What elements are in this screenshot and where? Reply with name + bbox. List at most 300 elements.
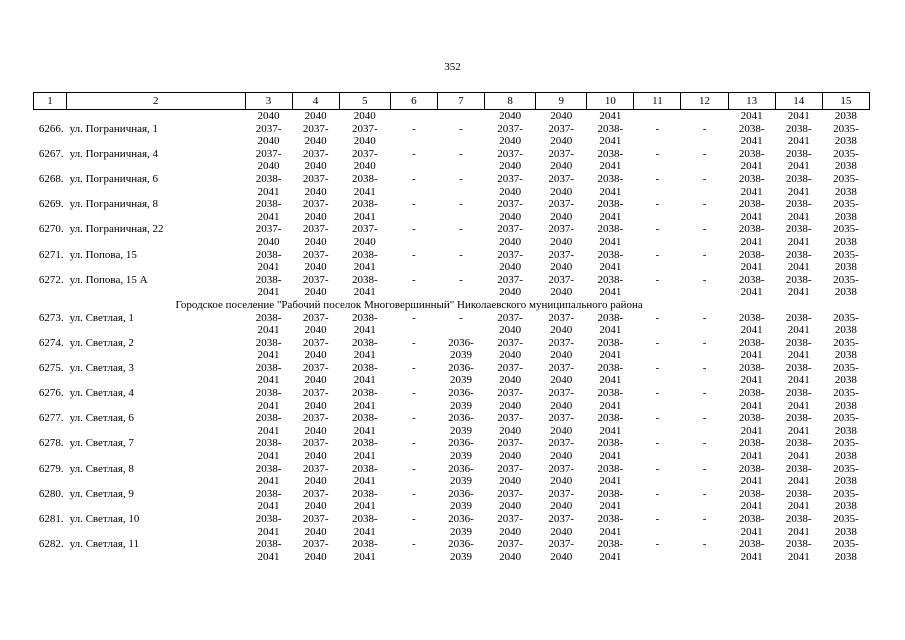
table-cell: 2038 (834, 500, 857, 513)
table-cell: 2037- (302, 122, 329, 135)
table-cell: 2038 (834, 374, 857, 387)
table-cell: 2038- (255, 273, 282, 286)
table-cell: - (702, 462, 707, 475)
table-cell: 2041 (353, 185, 376, 198)
table-cell: 2037- (497, 311, 523, 324)
table-cell (390, 236, 437, 249)
table-row-continuation (34, 526, 870, 539)
address-name: ул. Светлая, 10 (69, 513, 140, 525)
table-cell: - (412, 223, 416, 236)
table-cell: 2038- (785, 437, 812, 450)
table-cell: 2041 (257, 500, 280, 513)
table-cell: 2036- (448, 487, 474, 500)
table-cell: 2041 (353, 324, 376, 337)
continuation-row (34, 110, 870, 123)
table-cell (34, 261, 67, 274)
table-cell: 2038- (255, 248, 282, 261)
table-body (34, 110, 870, 564)
table-cell: 2041 (257, 399, 280, 412)
table-cell: 2041 (599, 210, 622, 223)
table-cell: 2041 (787, 110, 810, 122)
table-cell (390, 324, 437, 337)
table-cell: 2037- (548, 513, 575, 525)
table-cell: 2035- (833, 538, 859, 551)
table-cell: 2035- (833, 361, 859, 374)
table-cell: 2038- (785, 387, 812, 400)
table-cell: - (702, 172, 707, 185)
table-cell (390, 450, 437, 463)
table-cell (34, 349, 67, 362)
table-cell (67, 211, 245, 224)
table-cell: 2035- (833, 122, 859, 135)
table-cell: 2037- (497, 172, 523, 185)
table-cell: 2037- (497, 361, 523, 374)
table-cell (390, 135, 437, 148)
row-number: 6270. (38, 223, 64, 236)
table-cell: 2041 (740, 550, 763, 563)
table-cell: 2038- (738, 223, 765, 236)
table-cell: 2035- (833, 336, 859, 349)
table-cell (634, 186, 681, 199)
address-name: ул. Пограничная, 6 (69, 172, 159, 185)
table-cell: 2041 (353, 500, 376, 513)
table-cell: - (412, 147, 416, 160)
table-cell: - (655, 172, 660, 185)
row-number: 6274. (38, 336, 64, 349)
table-cell: 2041 (257, 210, 280, 223)
table-cell: 2039 (449, 450, 472, 463)
table-cell (634, 160, 681, 173)
table-cell: - (702, 273, 707, 286)
table-cell: 2037- (497, 223, 523, 236)
table-cell: 2041 (599, 399, 622, 412)
table-cell: 2041 (599, 475, 622, 488)
table-cell: 2037- (497, 336, 523, 349)
table-cell: 2038- (351, 387, 378, 400)
table-cell: 2037- (302, 336, 329, 349)
table-cell: 2038 (834, 235, 857, 248)
table-cell: 2037- (548, 273, 575, 286)
table-cell (681, 475, 728, 488)
table-cell: - (702, 538, 707, 551)
table-row-continuation (34, 450, 870, 463)
table-cell (67, 186, 245, 199)
address-name: ул. Светлая, 2 (69, 336, 134, 349)
table-cell: 2041 (599, 286, 622, 299)
table-cell: - (702, 487, 707, 500)
table-cell: 2038 (834, 475, 857, 488)
table-cell: 2041 (787, 235, 810, 248)
table-cell: 2040 (550, 500, 573, 513)
table-cell (67, 400, 245, 413)
table-cell: 2037- (548, 122, 575, 135)
table-cell: 2041 (599, 135, 622, 148)
table-cell: 2041 (599, 110, 622, 122)
table-cell: 2040 (499, 110, 522, 122)
table-cell: - (655, 387, 660, 400)
table-cell: - (702, 122, 707, 135)
section-heading: Городское поселение "Рабочий поселок Многовершинный" Николаевского муниципального района (175, 298, 643, 311)
table-cell: 2041 (740, 110, 763, 122)
table-cell: 2038- (738, 248, 765, 261)
table-cell: 2038- (597, 311, 624, 324)
table-cell: 2041 (787, 185, 810, 198)
table-cell: 2038 (834, 135, 857, 148)
table-cell: 2041 (787, 135, 810, 148)
table-cell: 2036- (448, 437, 474, 450)
table-cell (437, 211, 484, 224)
table-cell (634, 349, 681, 362)
table-cell (67, 286, 245, 299)
table-cell: 2040 (550, 135, 573, 148)
table-cell: 2036- (448, 513, 474, 525)
column-header: 14 (775, 93, 822, 110)
table-cell: 2040 (499, 210, 522, 223)
table-cell: 2040 (499, 500, 522, 513)
table-cell: - (702, 311, 707, 324)
table-cell: 2041 (353, 450, 376, 463)
table-cell (34, 135, 67, 148)
table-row-continuation (34, 374, 870, 387)
address-name: ул. Пограничная, 22 (69, 223, 164, 236)
table-cell: 2038- (738, 122, 765, 135)
table-cell: 2040 (550, 210, 573, 223)
table-cell: 2038- (255, 198, 282, 211)
table-cell: 2041 (787, 160, 810, 173)
address-name: ул. Пограничная, 1 (69, 122, 159, 135)
table-cell: 2038 (834, 185, 857, 198)
table-cell: - (459, 198, 463, 211)
table-cell (67, 500, 245, 513)
table-cell: 2040 (550, 424, 573, 437)
table-cell: - (412, 198, 416, 211)
table-row-continuation (34, 349, 870, 362)
table-cell (34, 526, 67, 539)
table-cell: 2038- (255, 462, 282, 475)
table-cell: 2041 (257, 525, 280, 538)
table-cell: 2040 (304, 324, 327, 337)
table-cell: - (459, 311, 463, 324)
table-cell: 2037- (302, 387, 329, 400)
table-cell: 2040 (304, 135, 327, 148)
table-cell: 2038- (255, 336, 282, 349)
table-cell: 2037- (497, 273, 523, 286)
table-cell: 2041 (599, 424, 622, 437)
table-cell: - (655, 513, 660, 525)
table-cell: - (412, 487, 416, 500)
table-row (34, 337, 870, 350)
table-cell (437, 286, 484, 299)
table-cell: 2039 (449, 475, 472, 488)
table-cell: 2041 (740, 210, 763, 223)
table-cell: 2038- (597, 513, 624, 525)
table-cell (681, 236, 728, 249)
table-cell: 2037- (497, 387, 523, 400)
table-cell: 2038- (738, 513, 765, 525)
table-cell: - (655, 538, 660, 551)
table-cell: 2038- (738, 147, 765, 160)
table-cell: 2037- (302, 273, 329, 286)
table-cell: 2038- (597, 122, 624, 135)
table-cell: 2038- (351, 361, 378, 374)
table-cell: 2041 (740, 374, 763, 387)
table-cell: 2040 (499, 450, 522, 463)
table-cell: 2041 (257, 450, 280, 463)
address-name: ул. Светлая, 6 (69, 412, 134, 425)
table-cell: 2038 (834, 160, 857, 173)
table-cell: 2037- (497, 487, 523, 500)
table-cell: 2040 (550, 110, 573, 122)
table-row (34, 198, 870, 211)
table-cell: 2041 (353, 374, 376, 387)
address-name: ул. Светлая, 11 (69, 538, 139, 551)
table-cell (390, 400, 437, 413)
table-cell: 2037- (548, 336, 575, 349)
table-cell (34, 450, 67, 463)
table-cell: 2041 (740, 185, 763, 198)
table-cell: 2039 (449, 374, 472, 387)
table-cell: - (655, 487, 660, 500)
table-cell: 2038- (597, 223, 624, 236)
table-cell: 2038- (785, 487, 812, 500)
table-cell (67, 110, 245, 123)
row-number: 6279. (38, 462, 64, 475)
table-cell: 2038- (785, 223, 812, 236)
table-row (34, 463, 870, 476)
table-cell: 2040 (499, 235, 522, 248)
table-cell: 2038- (597, 487, 624, 500)
table-cell: - (655, 223, 660, 236)
page-number: 352 (444, 61, 461, 73)
table-cell (681, 526, 728, 539)
table-cell (34, 324, 67, 337)
table-cell (681, 324, 728, 337)
table-cell: - (412, 437, 416, 450)
table-cell: 2038- (597, 538, 624, 551)
row-number: 6281. (38, 513, 64, 525)
table-cell: 2036- (448, 538, 474, 551)
table-cell: 2038- (597, 273, 624, 286)
table-cell: 2038- (351, 273, 378, 286)
table-cell: 2040 (304, 210, 327, 223)
table-cell: 2040 (304, 286, 327, 299)
table-cell (634, 261, 681, 274)
table-cell: 2040 (499, 286, 522, 299)
table-cell (390, 374, 437, 387)
column-header: 6 (390, 93, 437, 110)
table-cell: - (412, 248, 416, 261)
row-number: 6273. (38, 311, 64, 324)
table-cell: 2037- (302, 538, 329, 551)
table-cell: - (702, 412, 707, 425)
table-row-continuation (34, 261, 870, 274)
table-cell: 2037- (302, 462, 329, 475)
table-cell: 2037- (548, 248, 575, 261)
table-cell: 2040 (550, 399, 573, 412)
table-cell: 2040 (353, 110, 376, 122)
table-cell: 2037- (548, 198, 575, 211)
address-name: ул. Светлая, 4 (69, 387, 134, 400)
table-cell: 2037- (497, 198, 523, 211)
table-cell (634, 526, 681, 539)
table-cell: 2040 (304, 110, 327, 122)
table-cell (681, 400, 728, 413)
table-cell: 2041 (740, 500, 763, 513)
table-cell (681, 211, 728, 224)
table-cell: 2041 (353, 349, 376, 362)
table-cell (390, 475, 437, 488)
table-cell: 2035- (833, 462, 859, 475)
table-cell: 2040 (257, 160, 280, 173)
table-cell: 2038- (351, 462, 378, 475)
table-cell (67, 551, 245, 564)
table-cell: 2039 (449, 399, 472, 412)
column-header: 10 (587, 93, 634, 110)
table-cell: 2038- (255, 538, 282, 551)
table-cell: 2035- (833, 198, 859, 211)
table-cell: 2035- (833, 223, 859, 236)
table-cell (681, 160, 728, 173)
table-cell: 2038- (785, 248, 812, 261)
table-cell: 2039 (449, 500, 472, 513)
table-cell (634, 286, 681, 299)
table-cell: 2037- (302, 513, 329, 525)
table-cell: 2037- (548, 487, 575, 500)
table-cell: 2041 (787, 349, 810, 362)
table-cell: 2037- (351, 147, 378, 160)
table-cell (634, 551, 681, 564)
table-cell (67, 236, 245, 249)
table-cell: 2037- (548, 147, 575, 160)
table-cell: 2035- (833, 248, 859, 261)
table-cell: 2038- (785, 273, 812, 286)
table-cell: 2038- (738, 538, 765, 551)
table-cell: 2040 (550, 261, 573, 274)
table-cell (681, 135, 728, 148)
table-cell: 2041 (740, 286, 763, 299)
table-cell: 2040 (550, 349, 573, 362)
table-cell (437, 110, 484, 123)
table-cell: 2040 (550, 450, 573, 463)
table-cell: 2040 (304, 500, 327, 513)
table-cell: 2041 (787, 324, 810, 337)
table-cell: 2041 (787, 475, 810, 488)
column-header: 11 (634, 93, 681, 110)
table-cell: - (412, 273, 416, 286)
table-cell (681, 425, 728, 438)
table-cell: 2038 (834, 349, 857, 362)
table-cell: - (412, 538, 416, 551)
column-header: 9 (536, 93, 587, 110)
row-number: 6268. (38, 172, 64, 185)
column-header: 13 (728, 93, 775, 110)
table-cell: 2038 (834, 550, 857, 563)
table-cell (34, 475, 67, 488)
table-cell: 2038- (597, 387, 624, 400)
table-cell: 2041 (257, 424, 280, 437)
table-cell: 2038- (785, 361, 812, 374)
table-cell: 2041 (740, 135, 763, 148)
table-cell: 2038- (785, 513, 812, 525)
table-cell (681, 450, 728, 463)
table-row-continuation (34, 551, 870, 564)
table-cell: - (655, 311, 660, 324)
table-cell: 2038- (597, 437, 624, 450)
table-row (34, 312, 870, 325)
row-number: 6266. (38, 122, 64, 135)
table-cell: 2038- (785, 147, 812, 160)
table-cell: - (702, 361, 707, 374)
table-cell (67, 160, 245, 173)
table-cell: 2041 (787, 525, 810, 538)
table-cell: 2037- (255, 147, 282, 160)
table-cell: 2040 (550, 235, 573, 248)
table-cell (34, 110, 67, 123)
table-cell: 2038- (738, 361, 765, 374)
table-row (34, 123, 870, 136)
row-number: 6269. (38, 198, 64, 211)
column-header: 7 (437, 93, 484, 110)
address-name: ул. Светлая, 3 (69, 361, 134, 374)
table-cell: 2038- (351, 311, 378, 324)
table-cell: 2038 (834, 261, 857, 274)
table-cell: 2037- (302, 147, 329, 160)
table-cell: 2038 (834, 324, 857, 337)
table-cell (390, 551, 437, 564)
table-cell: 2040 (550, 475, 573, 488)
table-cell: 2041 (353, 286, 376, 299)
row-number: 6272. (38, 273, 64, 286)
table-cell: 2037- (302, 198, 329, 211)
table-cell: - (412, 361, 416, 374)
table-cell: 2041 (257, 324, 280, 337)
table-cell (34, 186, 67, 199)
table-cell (34, 400, 67, 413)
address-name: ул. Светлая, 9 (69, 487, 134, 500)
table-row (34, 513, 870, 526)
table-cell: 2040 (499, 550, 522, 563)
table-cell (634, 374, 681, 387)
table-cell: 2038- (785, 538, 812, 551)
table-cell: 2041 (740, 261, 763, 274)
table-cell: 2041 (353, 424, 376, 437)
table-cell: 2038- (738, 172, 765, 185)
table-cell (634, 236, 681, 249)
table-cell: 2037- (302, 172, 329, 185)
row-number: 6271. (38, 248, 64, 261)
column-header: 15 (822, 93, 869, 110)
table-cell: - (412, 513, 416, 525)
column-header: 5 (339, 93, 390, 110)
table-cell: - (655, 147, 660, 160)
table-cell: 2040 (499, 424, 522, 437)
table-cell: 2041 (599, 349, 622, 362)
table-cell: - (459, 248, 463, 261)
table-cell: 2037- (255, 122, 282, 135)
table-cell (681, 261, 728, 274)
table-row-continuation (34, 211, 870, 224)
table-cell: 2041 (740, 324, 763, 337)
table-cell: 2038- (255, 361, 282, 374)
table-cell: 2041 (257, 475, 280, 488)
address-name: ул. Светлая, 7 (69, 437, 134, 450)
table-cell: 2040 (353, 235, 376, 248)
table-cell (67, 526, 245, 539)
table-cell: 2038- (785, 336, 812, 349)
table-cell: 2037- (548, 223, 575, 236)
column-header: 3 (245, 93, 292, 110)
table-cell: 2041 (599, 235, 622, 248)
